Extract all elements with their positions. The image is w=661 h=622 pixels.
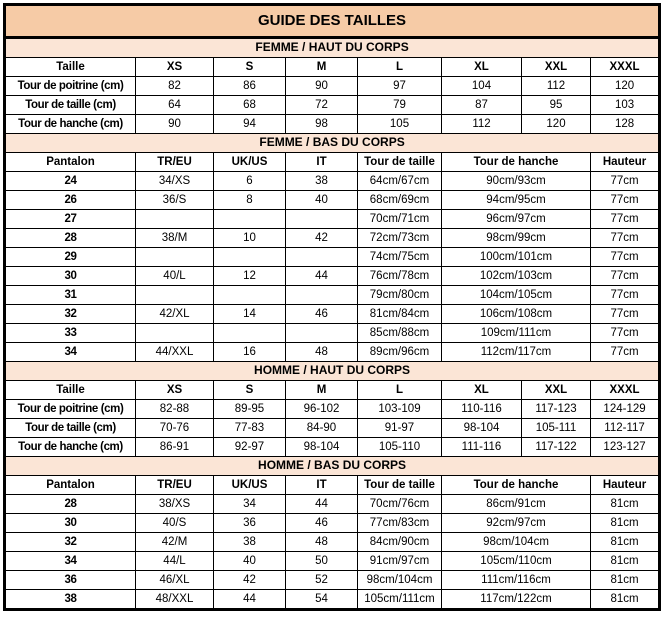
data-cell: 112-117: [591, 419, 660, 438]
data-cell: 38: [214, 533, 286, 552]
data-cell: 40/S: [136, 514, 214, 533]
column-header: XXXL: [591, 58, 660, 77]
column-header: L: [358, 381, 442, 400]
table-row: [5, 115, 660, 134]
data-cell: 44/XXL: [136, 343, 214, 362]
data-cell: 90: [136, 115, 214, 134]
data-cell: [214, 286, 286, 305]
data-cell: 40: [214, 552, 286, 571]
column-header: Taille: [5, 58, 136, 77]
table-body: [5, 5, 660, 610]
data-cell: 77cm: [591, 267, 660, 286]
column-header: XS: [136, 381, 214, 400]
data-cell: 103: [591, 96, 660, 115]
data-cell: 120: [591, 77, 660, 96]
column-header: TR/EU: [136, 153, 214, 172]
data-cell: 40: [286, 191, 358, 210]
data-cell: 36: [214, 514, 286, 533]
title-row: [5, 5, 660, 38]
data-cell: 98: [286, 115, 358, 134]
data-cell: 105: [358, 115, 442, 134]
data-cell: 14: [214, 305, 286, 324]
table-row: [5, 590, 660, 610]
data-cell: 44/L: [136, 552, 214, 571]
column-header: XL: [442, 58, 522, 77]
column-header: IT: [286, 153, 358, 172]
table-row: [5, 438, 660, 457]
section-row: [5, 38, 660, 58]
data-cell: 81cm: [591, 590, 660, 610]
data-cell: 77cm: [591, 210, 660, 229]
section-header: HOMME / HAUT DU CORPS: [5, 362, 660, 381]
row-label: 38: [5, 590, 136, 610]
data-cell: 76cm/78cm: [358, 267, 442, 286]
row-label: 32: [5, 533, 136, 552]
data-cell: 77-83: [214, 419, 286, 438]
data-cell: 77cm: [591, 324, 660, 343]
data-cell: 105-111: [522, 419, 591, 438]
column-header: XXXL: [591, 381, 660, 400]
data-cell: 128: [591, 115, 660, 134]
row-label: 34: [5, 552, 136, 571]
data-cell: [136, 286, 214, 305]
section-row: [5, 362, 660, 381]
data-cell: 84cm/90cm: [358, 533, 442, 552]
data-cell: 86: [214, 77, 286, 96]
column-header: UK/US: [214, 476, 286, 495]
row-label: 36: [5, 571, 136, 590]
column-header-row: [5, 381, 660, 400]
data-cell: 92cm/97cm: [442, 514, 591, 533]
data-cell: 89cm/96cm: [358, 343, 442, 362]
column-header: Tour de hanche: [442, 476, 591, 495]
data-cell: 42: [214, 571, 286, 590]
data-cell: 70cm/71cm: [358, 210, 442, 229]
table-row: [5, 324, 660, 343]
data-cell: 92-97: [214, 438, 286, 457]
table-row: [5, 533, 660, 552]
column-header: XXL: [522, 58, 591, 77]
column-header: S: [214, 58, 286, 77]
data-cell: 96-102: [286, 400, 358, 419]
data-cell: 38: [286, 172, 358, 191]
data-cell: [136, 210, 214, 229]
column-header: IT: [286, 476, 358, 495]
row-label: Tour de taille (cm): [5, 96, 136, 115]
column-header: XL: [442, 381, 522, 400]
data-cell: 70-76: [136, 419, 214, 438]
data-cell: 111cm/116cm: [442, 571, 591, 590]
row-label: Tour de hanche (cm): [5, 438, 136, 457]
section-row: [5, 457, 660, 476]
data-cell: 77cm: [591, 172, 660, 191]
section-header: HOMME / BAS DU CORPS: [5, 457, 660, 476]
data-cell: 42/XL: [136, 305, 214, 324]
data-cell: 89-95: [214, 400, 286, 419]
data-cell: 123-127: [591, 438, 660, 457]
column-header: XXL: [522, 381, 591, 400]
data-cell: 94: [214, 115, 286, 134]
column-header: M: [286, 58, 358, 77]
data-cell: 105-110: [358, 438, 442, 457]
data-cell: 90: [286, 77, 358, 96]
table-row: [5, 419, 660, 438]
data-cell: [286, 210, 358, 229]
data-cell: 72: [286, 96, 358, 115]
table-row: [5, 400, 660, 419]
data-cell: 36/S: [136, 191, 214, 210]
row-label: Tour de taille (cm): [5, 419, 136, 438]
data-cell: 8: [214, 191, 286, 210]
data-cell: [286, 286, 358, 305]
section-header: FEMME / BAS DU CORPS: [5, 134, 660, 153]
data-cell: 81cm: [591, 495, 660, 514]
data-cell: 38/XS: [136, 495, 214, 514]
data-cell: 44: [286, 267, 358, 286]
data-cell: 40/L: [136, 267, 214, 286]
size-guide-table: [3, 3, 661, 611]
row-label: 30: [5, 267, 136, 286]
data-cell: 64cm/67cm: [358, 172, 442, 191]
data-cell: 104cm/105cm: [442, 286, 591, 305]
table-row: [5, 286, 660, 305]
data-cell: 46/XL: [136, 571, 214, 590]
data-cell: 77cm/83cm: [358, 514, 442, 533]
data-cell: 109cm/111cm: [442, 324, 591, 343]
data-cell: 110-116: [442, 400, 522, 419]
data-cell: [286, 248, 358, 267]
table-row: [5, 248, 660, 267]
table-row: [5, 552, 660, 571]
data-cell: 12: [214, 267, 286, 286]
table-row: [5, 191, 660, 210]
data-cell: 96cm/97cm: [442, 210, 591, 229]
data-cell: 44: [214, 590, 286, 610]
row-label: Tour de poitrine (cm): [5, 77, 136, 96]
column-header: Tour de taille: [358, 476, 442, 495]
column-header-row: [5, 153, 660, 172]
data-cell: 68: [214, 96, 286, 115]
data-cell: 79cm/80cm: [358, 286, 442, 305]
section-header: FEMME / HAUT DU CORPS: [5, 38, 660, 58]
data-cell: 120: [522, 115, 591, 134]
table-row: [5, 267, 660, 286]
data-cell: 44: [286, 495, 358, 514]
data-cell: 10: [214, 229, 286, 248]
row-label: 27: [5, 210, 136, 229]
table-row: [5, 172, 660, 191]
row-label: 28: [5, 495, 136, 514]
column-header-row: [5, 476, 660, 495]
data-cell: [214, 210, 286, 229]
column-header: M: [286, 381, 358, 400]
data-cell: 111-116: [442, 438, 522, 457]
data-cell: 117cm/122cm: [442, 590, 591, 610]
data-cell: 104: [442, 77, 522, 96]
column-header: Taille: [5, 381, 136, 400]
data-cell: [136, 248, 214, 267]
data-cell: 74cm/75cm: [358, 248, 442, 267]
data-cell: 50: [286, 552, 358, 571]
table-row: [5, 571, 660, 590]
data-cell: 46: [286, 305, 358, 324]
column-header: Tour de hanche: [442, 153, 591, 172]
data-cell: 81cm: [591, 552, 660, 571]
data-cell: [136, 324, 214, 343]
data-cell: 98-104: [442, 419, 522, 438]
data-cell: 124-129: [591, 400, 660, 419]
data-cell: 77cm: [591, 229, 660, 248]
data-cell: 6: [214, 172, 286, 191]
row-label: 31: [5, 286, 136, 305]
data-cell: 38/M: [136, 229, 214, 248]
data-cell: 91cm/97cm: [358, 552, 442, 571]
data-cell: 48: [286, 343, 358, 362]
table-row: [5, 305, 660, 324]
data-cell: 84-90: [286, 419, 358, 438]
data-cell: 103-109: [358, 400, 442, 419]
data-cell: 105cm/110cm: [442, 552, 591, 571]
row-label: Tour de hanche (cm): [5, 115, 136, 134]
row-label: 24: [5, 172, 136, 191]
data-cell: 34: [214, 495, 286, 514]
column-header: Hauteur: [591, 153, 660, 172]
row-label: 32: [5, 305, 136, 324]
data-cell: 72cm/73cm: [358, 229, 442, 248]
table-row: [5, 495, 660, 514]
section-row: [5, 134, 660, 153]
data-cell: 77cm: [591, 248, 660, 267]
data-cell: 48/XXL: [136, 590, 214, 610]
data-cell: 100cm/101cm: [442, 248, 591, 267]
data-cell: 42/M: [136, 533, 214, 552]
data-cell: 81cm: [591, 571, 660, 590]
data-cell: 16: [214, 343, 286, 362]
data-cell: 48: [286, 533, 358, 552]
data-cell: 112: [442, 115, 522, 134]
data-cell: 70cm/76cm: [358, 495, 442, 514]
row-label: 34: [5, 343, 136, 362]
column-header-row: [5, 58, 660, 77]
data-cell: 105cm/111cm: [358, 590, 442, 610]
column-header: TR/EU: [136, 476, 214, 495]
table-row: [5, 229, 660, 248]
data-cell: 42: [286, 229, 358, 248]
row-label: 29: [5, 248, 136, 267]
column-header: XS: [136, 58, 214, 77]
data-cell: 82: [136, 77, 214, 96]
column-header: L: [358, 58, 442, 77]
data-cell: 77cm: [591, 343, 660, 362]
data-cell: [214, 248, 286, 267]
page-title: GUIDE DES TAILLES: [5, 5, 660, 38]
column-header: S: [214, 381, 286, 400]
data-cell: 86cm/91cm: [442, 495, 591, 514]
data-cell: 34/XS: [136, 172, 214, 191]
data-cell: [214, 324, 286, 343]
data-cell: 98cm/99cm: [442, 229, 591, 248]
data-cell: 86-91: [136, 438, 214, 457]
data-cell: 81cm: [591, 514, 660, 533]
column-header: Hauteur: [591, 476, 660, 495]
data-cell: 77cm: [591, 191, 660, 210]
data-cell: 46: [286, 514, 358, 533]
table-row: [5, 514, 660, 533]
data-cell: 82-88: [136, 400, 214, 419]
data-cell: 79: [358, 96, 442, 115]
table-row: [5, 343, 660, 362]
data-cell: 117-123: [522, 400, 591, 419]
row-label: 26: [5, 191, 136, 210]
data-cell: 98cm/104cm: [358, 571, 442, 590]
table-row: [5, 77, 660, 96]
data-cell: [286, 324, 358, 343]
row-label: 28: [5, 229, 136, 248]
table-row: [5, 210, 660, 229]
data-cell: 117-122: [522, 438, 591, 457]
column-header: Tour de taille: [358, 153, 442, 172]
data-cell: 81cm/84cm: [358, 305, 442, 324]
table-row: [5, 96, 660, 115]
data-cell: 77cm: [591, 305, 660, 324]
data-cell: 102cm/103cm: [442, 267, 591, 286]
data-cell: 112cm/117cm: [442, 343, 591, 362]
row-label: 30: [5, 514, 136, 533]
data-cell: 98cm/104cm: [442, 533, 591, 552]
data-cell: 112: [522, 77, 591, 96]
data-cell: 90cm/93cm: [442, 172, 591, 191]
column-header: Pantalon: [5, 476, 136, 495]
data-cell: 52: [286, 571, 358, 590]
column-header: UK/US: [214, 153, 286, 172]
data-cell: 87: [442, 96, 522, 115]
data-cell: 54: [286, 590, 358, 610]
data-cell: 91-97: [358, 419, 442, 438]
data-cell: 106cm/108cm: [442, 305, 591, 324]
row-label: 33: [5, 324, 136, 343]
data-cell: 94cm/95cm: [442, 191, 591, 210]
data-cell: 64: [136, 96, 214, 115]
data-cell: 68cm/69cm: [358, 191, 442, 210]
data-cell: 85cm/88cm: [358, 324, 442, 343]
data-cell: 95: [522, 96, 591, 115]
data-cell: 77cm: [591, 286, 660, 305]
data-cell: 98-104: [286, 438, 358, 457]
column-header: Pantalon: [5, 153, 136, 172]
data-cell: 97: [358, 77, 442, 96]
row-label: Tour de poitrine (cm): [5, 400, 136, 419]
data-cell: 81cm: [591, 533, 660, 552]
